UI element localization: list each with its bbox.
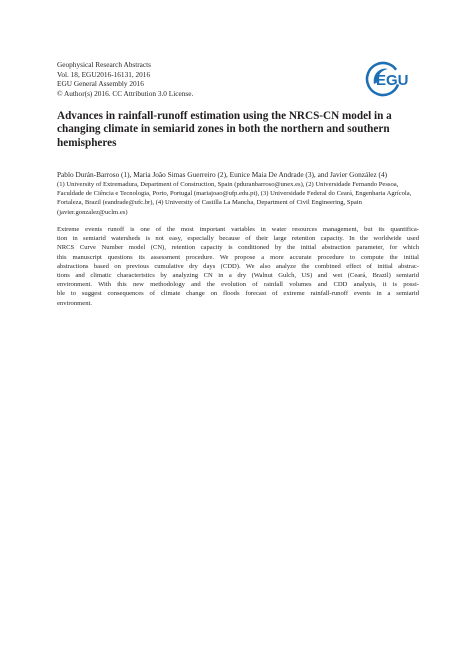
abstract-line: environment. xyxy=(57,299,92,307)
abstract-line: tions and climatic characteristics by analyzing CN in a dry (Walnut Gulch, US) and wet (Ceará, Brazil) semiarid xyxy=(57,272,419,280)
abstract-line: ble to suggest consequences of climate change on floods forecast of extreme rainfall-runoff events in a semiarid xyxy=(57,290,419,298)
abstract-line: this manuscript questions its assessment procedure. We propose a more accurate procedure to compute the initial xyxy=(57,253,419,261)
egu-logo xyxy=(364,58,420,100)
abstract-line: NRCS Curve Number model (CN), retention capacity is conditioned by the initial abstraction parameter, for which xyxy=(57,244,419,252)
volume-info: Vol. 18, EGU2016-16131, 2016 xyxy=(57,69,151,79)
abstract-line: tion in semiarid watersheds is not easy, especially because of their large retention capacity. In the worldwide used xyxy=(57,235,419,243)
abstract-line: abstractions based on previous cumulative dry days (CDD). We also analyze the combined effect of initial abstrac- xyxy=(57,262,419,270)
logo-text: EGU xyxy=(376,72,409,89)
abstract-line: environment. With this new methodology and the evolution of rainfall volumes and CDD analysis, it is possi- xyxy=(57,281,419,289)
abstract-body xyxy=(57,225,419,308)
assembly-name: EGU General Assembly 2016 xyxy=(57,79,144,89)
affiliations: (1) University of Extremadura, Department of Construction, Spain (pduranbarroso@unex.es), (2) Universidade Fernando Pessoa, Faculdade de Ciência e Tecnologia, Porto, Portugal (mariajoao@ufp.edu.pt), (3) Universidade Federal do Ceará, Engenharia Agrícola, Fortaleza, Brazil (eandrade@ufc.br), (4) University of Castilla La Mancha, Department of Civil Engineering, Spain (javier.gonzalez@uclm.es) xyxy=(57,181,412,216)
header-block xyxy=(57,60,193,98)
license-line: © Author(s) 2016. CC Attribution 3.0 License. xyxy=(57,88,194,98)
paper-title: Advances in rainfall-runoff estimation using the NRCS-CN model in a changing climate in semiarid zones in both the northern and southern hemispheres xyxy=(57,110,392,149)
author-list: Pablo Durán-Barroso (1), Maria João Simas Guerreiro (2), Eunice Maia De Andrade (3), and Javier González (4) xyxy=(57,170,388,179)
journal-name: Geophysical Research Abstracts xyxy=(57,60,152,69)
abstract-line: Extreme events runoff is one of the most important variables in water resources management, but its quantifica- xyxy=(57,226,419,233)
